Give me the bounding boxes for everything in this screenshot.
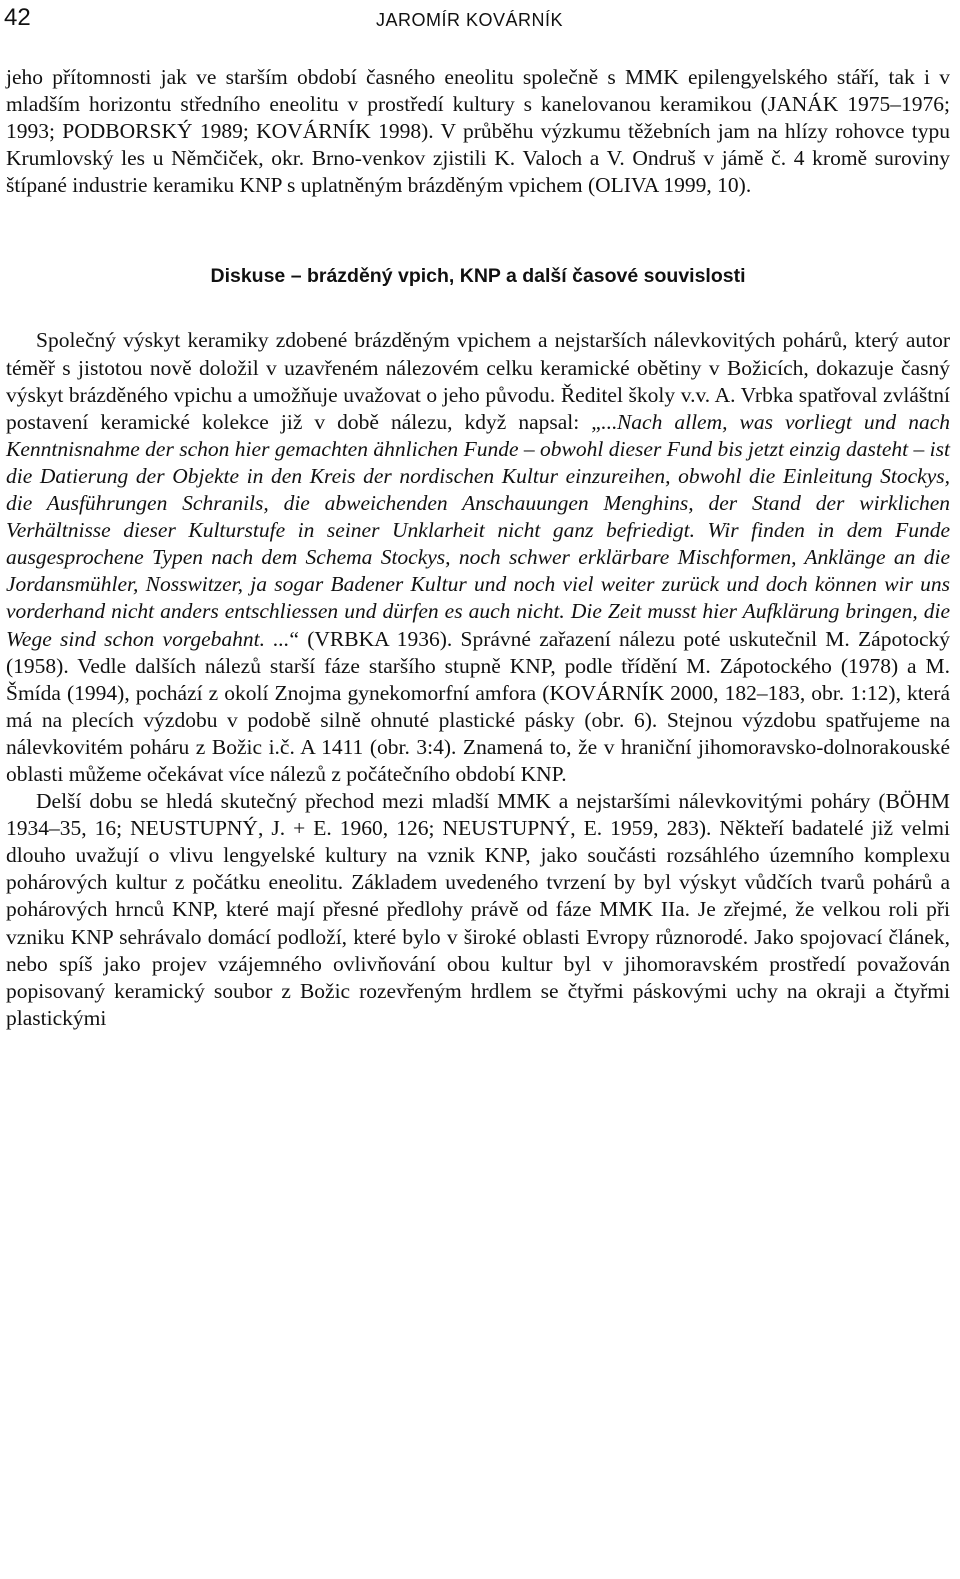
german-quote: Nach allem, was vorliegt und nach Kenntnisnahme der schon hier gemachten ähnlichen Funde – obwohl dieser Fund bis jetzt einzig dasteht – ist die Datierung der Objekte in den Kreis der nordischen Kultur einzureihen, obwohl die Einleitung Stockys, die Ausführungen Schranils, die abweichenden Anschauungen Menghins, der Stand der wirklichen Verhältnisse dieser Kulturstufe in seiner Unklarheit nicht ganz befriedigt. Wir finden in dem Funde ausgesprochene Typen nach dem Schema Stockys, noch schwer erklärbare Mischformen, Anklänge an die Jordansmühler, Nosswitzer, ja sogar Badener Kultur und noch viel weiter zurück und doch können wir uns vorderhand nicht anders entschliessen und dürfen es auch nicht. Die Zeit musst hier Aufklärung bringen, die Wege sind schon vorgebahnt. ... [6,409,950,651]
page-number: 42 [4,4,31,31]
paragraph-continuation: jeho přítomnosti jak ve starším období časného eneolitu společně s MMK epilengyelského stáří, tak i v mladším horizontu středního eneolitu v prostředí kultury s kanelovanou keramikou (JANÁK 1975–1976; 1993; PODBORSKÝ 1989; KOVÁRNÍK 1998). V průběhu výzkumu těžebních jam na hlízy rohovce typu Krumlovský les u Němčiček, okr. Brno-venkov zjistili K. Valoch a V. Ondruš v jámě č. 4 kromě suroviny štípané industrie keramiku KNP s uplatněným brázděným vpichem (OLIVA 1999, 10). [6,65,950,198]
body-text [6,64,950,1032]
paragraph-discussion [6,327,950,788]
paragraph-transition: Delší dobu se hledá skutečný přechod mezi mladší MMK a nejstaršími nálevkovitými poháry (BÖHM 1934–35, 16; NEUSTUPNÝ, J. + E. 1960, 126; NEUSTUPNÝ, E. 1959, 283). Někteří badatelé již velmi dlouho uvažují o vlivu lengyelské kultury na vznik KNP, jako součásti rozsáhlého územního komplexu pohárových kultur z počátku eneolitu. Základem uvedeného tvrzení by byl výskyt vůdčích tvarů pohárů a pohárových hrnců KNP, které mají přesné předlohy právě od fáze MMK IIa. Je zřejmé, že velkou roli při vzniku KNP sehrávalo domácí podloží, které bylo v široké oblasti Evropy různorodé. Jako spojovací článek, nebo spíš jako projev vzájemného ovlivňování obou kultur byl v jihomoravském prostředí považován popisovaný keramický soubor z Božic rozevřeným hrdlem se čtyřmi páskovými uchy na okraji a čtyřmi plastickými [6,789,950,1030]
paragraph-discussion-rest: “ (VRBKA 1936). Správné zařazení nálezu poté uskutečnil M. Zápotocký (1958). Vedle dalších nálezů starší fáze staršího stupně KNP, podle třídění M. Zápotockého (1978) a M. Šmída (1994), pochází z okolí Znojma gynekomorfní amfora (KOVÁRNÍK 2000, 182–183, obr. 1:12), která má na plecích výzdobu v podobě silně ohnuté plastické pásky (obr. 6). Stejnou výzdobu spatřujeme na nálevkovitém poháru z Božic i.č. A 1411 (obr. 3:4). Znamená to, že v hraniční jihomoravsko-dolnorakouské oblasti můžeme očekávat více nálezů z počátečního období KNP. [6,626,950,786]
running-head: JAROMÍR KOVÁRNÍK [376,10,564,30]
page-header [4,0,954,40]
paragraph-discussion-intro: Společný výskyt keramiky zdobené brázděným vpichem a nejstarších nálevkovitých pohárů, který autor téměř s jistotou nově doložil v uzavřeném nálezovém celku keramické obětiny v Božicích, dokazuje časný výskyt brázděného vpichu a umožňuje uvažovat o jeho původu. Ředitel školy v.v. A. Vrbka spatřoval zvláštní postavení keramické kolekce již v době nálezu, když napsal: „... [6,328,950,434]
section-heading: Diskuse – brázděný vpich, KNP a další časové souvislosti [210,265,746,288]
